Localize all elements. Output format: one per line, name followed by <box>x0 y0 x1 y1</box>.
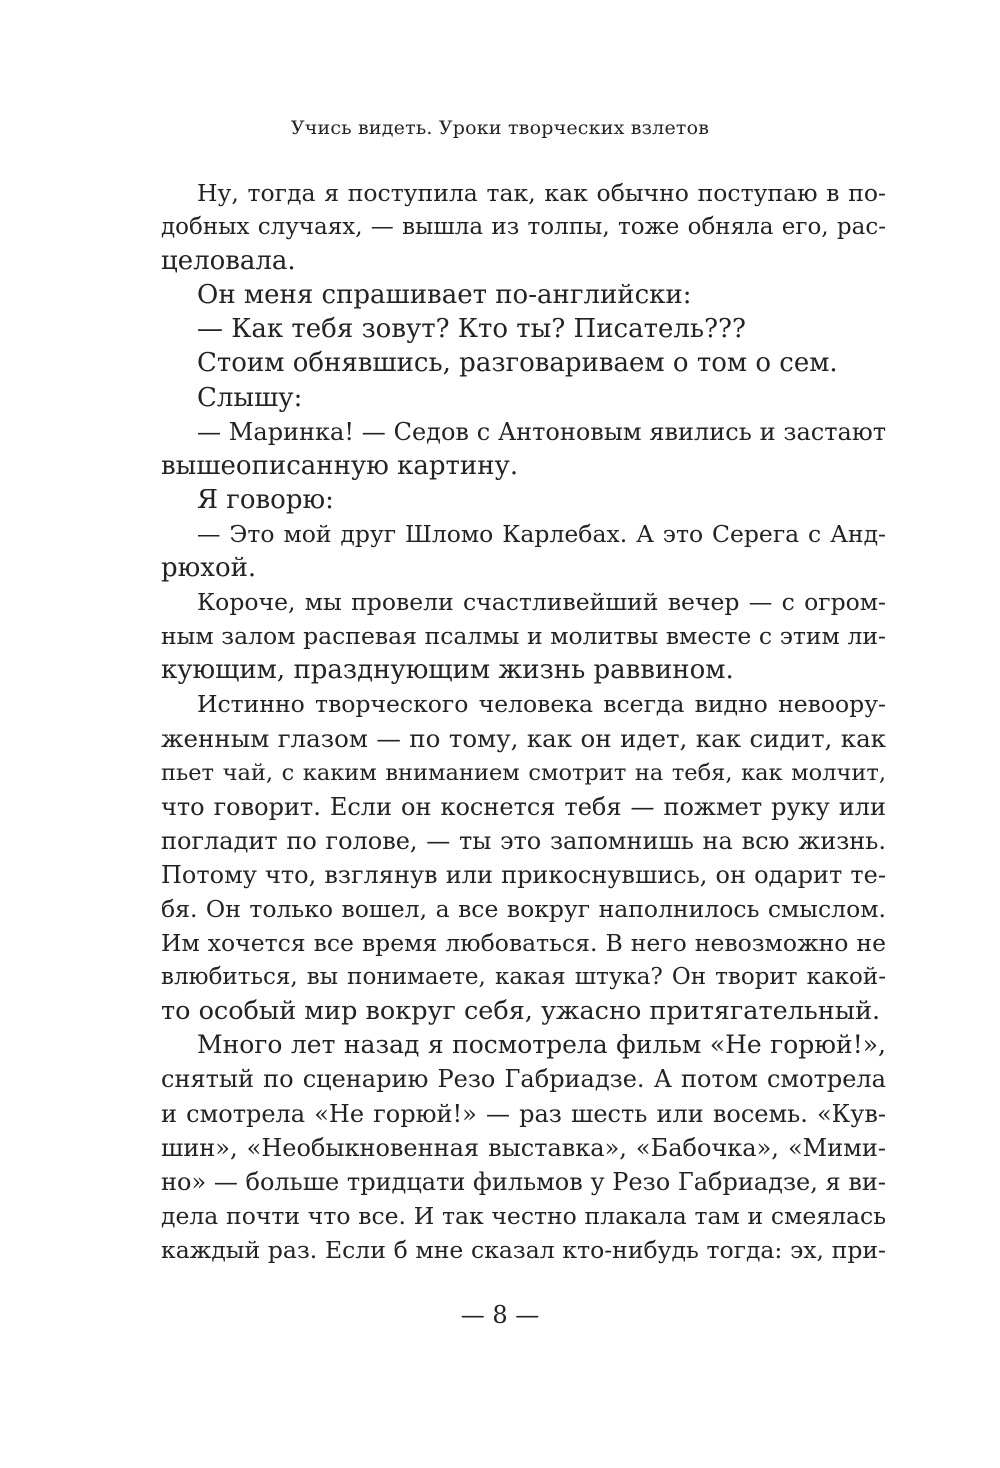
body-text <box>161 176 886 1267</box>
text-line: — Это мой друг Шломо Карлебах. А это Серега с Анд- <box>197 519 886 548</box>
text-line: — Маринка! — Седов с Антоновым явились и застают <box>197 417 886 446</box>
text-line: что говорит. Если он коснется тебя — пожмет руку или <box>161 792 886 821</box>
text-line: снятый по сценарию Резо Габриадзе. А потом смотрела <box>161 1065 886 1094</box>
text-line: Стоим обнявшись, разговариваем о том о сем. <box>197 348 838 379</box>
text-line: шин», «Необыкновенная выставка», «Бабочка», «Мими- <box>161 1133 886 1162</box>
text-line: Потому что, взглянув или прикоснувшись, он одарит те- <box>161 860 886 889</box>
text-line: Истинно творческого человека всегда видно невоору- <box>197 690 886 719</box>
running-head: Учись видеть. Уроки творческих взлетов <box>290 117 710 139</box>
text-line: кующим, празднующим жизнь раввином. <box>161 655 734 686</box>
text-line: добных случаях, — вышла из толпы, тоже обняла его, рас- <box>161 214 886 241</box>
text-line: Им хочется все время любоваться. В него невозможно не <box>161 929 886 958</box>
text-line: ным залом распевая псалмы и молитвы вместе с этим ли- <box>161 622 886 651</box>
text-line: то особый мир вокруг себя, ужасно притягательный. <box>161 996 881 1027</box>
text-line: целовала. <box>161 246 296 277</box>
text-line: бя. Он только вошел, а все вокруг наполнилось смыслом. <box>161 894 886 923</box>
text-line: женным глазом — по тому, как он идет, как сидит, как <box>161 723 886 753</box>
text-line: Слышу: <box>197 382 303 413</box>
text-line: дела почти что все. И так честно плакала там и смеялась <box>161 1201 886 1230</box>
text-line: Ну, тогда я поступила так, как обычно поступаю в по- <box>197 179 886 207</box>
text-line: вышеописанную картину. <box>161 450 519 481</box>
text-line: влюбиться, вы понимаете, какая штука? Он творит какой- <box>161 964 886 991</box>
text-line: — Как тебя зовут? Кто ты? Писатель??? <box>197 314 746 345</box>
text-line: Он меня спрашивает по-английски: <box>197 280 692 311</box>
text-line: Короче, мы провели счастливейший вечер — с огром- <box>197 588 886 617</box>
text-line: каждый раз. Если б мне сказал кто-нибудь тогда: эх, при- <box>161 1235 886 1264</box>
text-line: пьет чай, с каким вниманием смотрит на тебя, как молчит, <box>161 759 886 786</box>
text-line: и смотрела «Не горюй!» — раз шесть или восемь. «Кув- <box>161 1099 886 1128</box>
text-line: Много лет назад я посмотрела фильм «Не горюй!», <box>197 1030 886 1060</box>
text-line: но» — больше тридцати фильмов у Резо Габриадзе, я ви- <box>161 1167 886 1196</box>
page-number: — 8 — <box>460 1301 540 1329</box>
text-line: погладит по голове, — ты это запомнишь на всю жизнь. <box>161 826 886 855</box>
text-line: Я говорю: <box>197 484 334 515</box>
text-line: рюхой. <box>161 553 257 584</box>
